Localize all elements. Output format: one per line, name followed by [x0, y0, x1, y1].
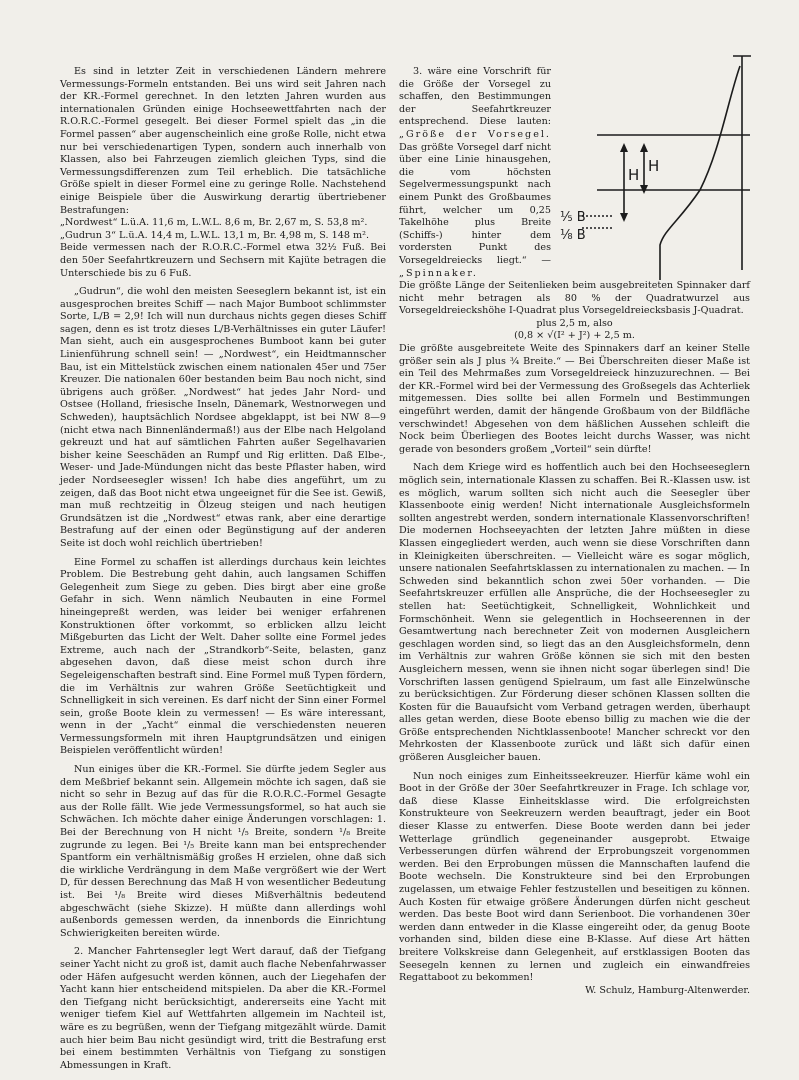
- text: Das größte Vorsegel darf nicht über eine Linie hinausgehen, die vom höchsten Segelvermessungspunkt nach einem Punkt des Großbaumes führt, welcher um 0,25 Takelhöhe plus Breite (Schiffs-) hinter dem vordersten Punkt des Vorsegeldreiecks liegt.“ —: [399, 141, 551, 266]
- author-signature: W. Schulz, Hamburg-Altenwerder.: [585, 984, 750, 996]
- paragraph: „Gudrun“, die wohl den meisten Seeseglern bekannt ist, ist ein ausgesprochen breites Schiff — nach Major Bumboot schlimmster Sorte, L/B = 2,9! Ich will nun durchaus nichts gegen dieses Schiff sagen, denn es ist trotz dieses L/B-Verhältnisses ein guter Läufer! Man sieht, auch ein ausgesprochenes Bumboot kann bei guter Linienführung schnell sein! — „Nordwest“, ein Heidtmannscher Bau, ist ein Mittelstück zwischen einem nationalen 45er und 75er Kreuzer. Die nationalen 60er bestanden beim Bau noch nicht, sind übrigens auch größer. „Nordwest“ hat jedes Jahr Nord- und Ostsee (Holland, friesische Inseln, Dänemark, Westnorwegen und Schweden), hauptsächlich Nordsee abgeklappt, ist bei NW 8—9 (nicht etwa nach Binnenländermaß!) aus der Elbe nach Helgoland gekreuzt und hat auf sämtlichen Fahrten außer Segelhavarien bisher keine Seeschäden an Rumpf und Rig erlitten. Daß Elbe-, Weser- und Jade-Mündungen nicht das beste Pflaster haben, wird jeder Nordseesegler wissen! Ich habe dies angeführt, um zu zeigen, daß das Boot nicht etwa ungeeignet für die See ist. Gewiß, man muß rechtzeitig in Ölzeug steigen und nach heutigen Grundsätzen ist die „Nordwest“ etwas rank, aber eine derartige Bestrafung auf der einen oder Begünstigung auf der anderen Seite ist doch wohl reichlich übertrieben!: [60, 286, 386, 549]
- formula-line-2: (0,8 × √(I² + J²) + 2,5 m.: [514, 330, 635, 342]
- label-one-fifth-beam: ⅕ B: [560, 210, 586, 225]
- paragraph-spinnaker: Die größte Länge der Seitenlieken beim ausgebreiteten Spinnaker darf nicht mehr betragen als 80 % der Quadratwurzel aus Vorsegeldreieckshöhe I-Quadrat plus Vorsegeldreiecksbasis J-Quadrat.: [399, 280, 750, 317]
- text: 3. wäre eine Vorschrift für die Größe der Vorsegel zu schaffen, den Bestimmungen der Seefahrtkreuzer entsprechend. Diese lauten:: [399, 66, 551, 128]
- paragraph: Beide vermessen nach der R.O.R.C.-Formel etwa 32½ Fuß. Bei den 50er Seefahrtkreuzern und Sechsern mit Kajüte betragen die Unterschiede bis zu 6 Fuß.: [60, 242, 386, 279]
- term-vorsegel: „Größe der Vorsegel.: [399, 128, 551, 140]
- hull-outline: [660, 66, 740, 280]
- arrow-down-icon: [620, 213, 628, 222]
- boat-data-gudrun: „Gudrun 3“ L.ü.A. 14,4 m, L.W.L. 13,1 m, Br. 4,98 m, S. 148 m².: [60, 229, 369, 241]
- label-h1: H: [628, 166, 640, 184]
- left-column: [60, 66, 386, 1072]
- narrow-text-block: [399, 66, 551, 280]
- formula-line-1: plus 2,5 m, also: [536, 317, 613, 329]
- paragraph: Nun einiges über die KR.-Formel. Sie dürfte jedem Segler aus dem Meßbrief bekannt sein. Allgemein möchte ich sagen, daß sie nicht so sehr in Bezug auf das für die R.O.R.C.-Formel Gesagte aus der Rolle fällt. Wie jede Vermessungsformel, so hat auch sie Schwächen. Ich möchte daher einige Änderungen vorschlagen: 1. Bei der Berechnung von H nicht ¹/₅ Breite, sondern ¹/₈ Breite zugrunde zu legen. Bei ¹/₅ Breite kann man bei entsprechender Spantform ein verhältnismäßig großes H erzielen, ohne daß sich die wirkliche Verdrängung in dem Maße vergrößert wie der Wert D, für dessen Berechnung das Maß H von wesentlicher Bedeutung ist. Bei ¹/₈ Breite wird dieses Mißverhältnis bedeutend abgeschwächt (siehe Skizze). H müßte dann allerdings wohl außenbords gemessen werden, da innenbords die Einrichtung Schwierigkeiten bereiten würde.: [60, 764, 386, 939]
- arrow-up-icon: [620, 143, 628, 152]
- label-one-eighth-beam: ⅛ B: [560, 228, 586, 243]
- paragraph: Eine Formel zu schaffen ist allerdings durchaus kein leichtes Problem. Die Bestrebung geht dahin, auch langsamen Schiffen Gelegenheit zum Siege zu geben. Dies birgt aber eine große Gefahr in sich. Wenn nämlich Neubauten in eine Formel hineingepreßt werden, was leider bei weniger erfahrenen Konstruktionen öfter vorkommt, so erblicken allzu leicht Mißgeburten das Licht der Welt. Daher sollte eine Formel jedes Extreme, auch nach der „Strandkorb“-Seite, belasten, ganz abgesehen davon, daß diese meist schon durch ihre Segeleigenschaften bestraft sind. Eine Formel muß Typen fördern, die im Verhältnis zur wahren Größe Seetüchtigkeit und Schnelligkeit in sich vereinen. Es darf nicht der Sinn einer Formel sein, große Boote klein zu vermessen! — Es wäre interessant, wenn in der „Yacht“ einmal die verschiedensten neueren Vermessungsformeln mit ihren Hauptgrundsätzen und einigen Beispielen veröffentlicht würden!: [60, 556, 386, 757]
- label-h2: H: [648, 157, 660, 175]
- paragraph: Nach dem Kriege wird es hoffentlich auch bei den Hochseeseglern möglich sein, internationale Klassen zu schaffen. Bei R.-Klassen usw. ist es möglich, warum sollten sich nicht auch die Seesegler über Klassenboote einig werden! Nicht internationale Ausgleichsformeln sollten angestrebt werden, sondern internationale Klassenvorschriften! Die modernen Hochseeyachten der letzten Jahre müßten in diese Klassen eingegliedert werden, auch wenn sie diese Vorschriften dann in Kleinigkeiten überschreiten. — Vielleicht wäre es sogar möglich, unsere nationalen Seefahrtsklassen zu internationalen zu machen. — In Schweden sind bekanntlich schon zwei 50er vorhanden. — Die Seefahrtskreuzer erfüllen alle Ansprüche, die der Hochseesegler zu stellen hat: Seetüchtigkeit, Schnelligkeit, Wohnlichkeit und Formschönheit. Wenn sie gelegentlich in Hochseerennen in der Gesamtwertung nach berechneter Zeit von modernen Ausgleichern geschlagen worden sind, so liegt das an den Ausgleichsformeln, denn im Verhältnis zur wahren Größe können sie sich mit den besten Ausgleichern messen, wenn sie ihnen nicht sogar überlegen sind! Die Vorschriften lassen genügend Spielraum, um fast alle Einzelwünsche zu berücksichtigen. Zur Förderung dieser schönen Klassen sollten die Kosten für die Bauaufsicht vom Verband getragen werden, überhaupt alles getan werden, diese Boote ebenso billig zu machen wie die der Größe entsprechenden Nichtklassenboote! Mancher schreckt vor den Mehrkosten der Klassenboote zurück und läßt sich dafür einen größeren Ausgleicher bauen.: [399, 462, 750, 764]
- arrow-up-icon: [640, 143, 648, 152]
- paragraph: Nun noch einiges zum Einheitsseekreuzer. Hierfür käme wohl ein Boot in der Größe der 30er Seefahrtkreuzer in Frage. Ich schlage vor, daß diese Klasse Einheitsklasse wird. Die erfolgreichsten Konstrukteure von Seekreuzern werden beauftragt, jeder ein Boot dieser Klasse zu entwerfen. Diese Boote werden dann bei jeder Wetterlage gründlich gegeneinander ausgeprobt. Etwaige Verbesserungen dürfen während der Erprobungszeit vorgenommen werden. Bei den Erprobungen müssen die Mannschaften laufend die Boote wechseln. Die Konstrukteure sind bei den Erprobungen zugelassen, um etwaige Fehler festzustellen und beseitigen zu können. Auch Kosten für etwaige größere Änderungen dürfen nicht gescheut werden. Das beste Boot wird dann Serienboot. Die vorhandenen 30er werden dann entweder in die Klasse eingereiht oder, da genug Boote vorhanden sind, bilden diese eine B-Klasse. Auf diese Art hätten breitere Volkskreise dann Gelegenheit, auf erstklassigen Booten das Seesegeln kennen zu lernen und zugleich ein einwandfreies Regattaboot zu bekommen!: [399, 770, 750, 984]
- paragraph: Die größte ausgebreitete Weite des Spinnakers darf an keiner Stelle größer sein als J plus ¾ Breite.“ — Bei Überschreiten dieser Maße ist ein Teil des Mehrmaßes zum Vorsegeldreieck hinzuzurechnen. — Bei der KR.-Formel wird bei der Vermessung des Großsegels das Achterliek mitgemessen. Dies sollte bei allen Formeln und Bestimmungen eingeführt werden, damit der hängende Großbaum von der Bildfläche verschwindet! Abgesehen von dem häßlichen Aussehen schleift die Nock beim Überliegen des Bootes leicht durchs Wasser, was nicht gerade von besonders großem „Vorteil“ sein dürfte!: [399, 343, 750, 455]
- paragraph-vorsegel: [399, 66, 551, 280]
- term-spinnaker: „Spinnaker.: [399, 267, 478, 279]
- paragraph: 2. Mancher Fahrtensegler legt Wert darauf, daß der Tiefgang seiner Yacht nicht zu groß ist, damit auch flache Nebenfahrwasser oder Häfen aufgesucht werden können, auch der Liegehafen der Yacht kann hier entscheidend mitspielen. Da aber die KR.-Formel den Tiefgang nicht berücksichtigt, andererseits eine Yacht mit weniger tiefem Kiel auf Wettfahrten allgemein im Nachteil ist, wäre es zu begrüßen, wenn der Tiefgang mitgezählt würde. Damit auch hier beim Bau nicht gesündigt wird, tritt die Bestrafung erst bei einem bestimmten Verhältnis von Tiefgang zu sonstigen Abmessungen in Kraft.: [60, 946, 386, 1071]
- hull-section-sketch: [552, 40, 772, 285]
- boat-data-nordwest: „Nordwest“ L.ü.A. 11,6 m, L.W.L. 8,6 m, Br. 2,67 m, S. 53,8 m².: [60, 217, 368, 229]
- paragraph: Es sind in letzter Zeit in verschiedenen Ländern mehrere Vermessungs-Formeln entstanden. Bei uns wird seit Jahren nach der KR.-Formel gerechnet. In den letzten Jahren wurden aus internationalen Gründen einige Hochseewettfahrten nach der R.O.R.C.-Formel gesegelt. Bei dieser Formel spielt das „in die Formel passen“ aber augenscheinlich eine große Rolle, nicht etwa nur bei verschiedenartigen Typen, sondern auch innerhalb von Klassen, also bei Fahrzeugen ziemlich gleichen Typs, sind die Vermessungsdifferenzen zum Teil erheblich. Die tatsächliche Größe spielt in dieser Formel eine zu geringe Rolle. Nachstehend einige Beispiele über die Auswirkung derartig übertriebener Bestrafungen:: [60, 66, 386, 216]
